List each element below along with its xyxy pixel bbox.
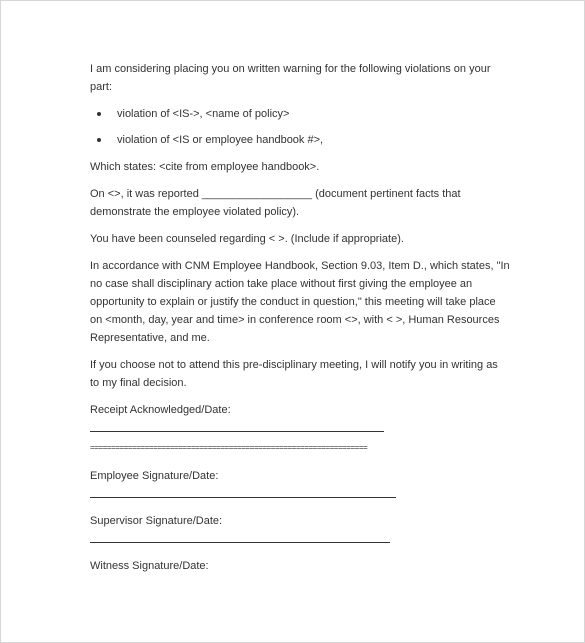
receipt-signature-line — [90, 419, 384, 432]
list-item — [90, 131, 510, 149]
letter-body — [90, 60, 510, 575]
supervisor-signature-line — [90, 530, 390, 543]
accordance-paragraph: In accordance with CNM Employee Handbook, Section 9.03, Item D., which states, "In no case shall disciplinary action take place without first giving the employee an opportunity to explain or justify the conduct in question," this meeting will take place on <month, day, year and time> in conference room <>, with < >, Human Resources Representative, and me. — [90, 260, 510, 344]
bullet-icon — [97, 138, 101, 142]
violation-text: violation of <IS or employee handbook #>, — [117, 134, 324, 146]
employee-signature-line — [90, 485, 396, 498]
witness-signature-label: Witness Signature/Date: — [90, 560, 209, 572]
not-attend-paragraph: If you choose not to attend this pre-disciplinary meeting, I will notify you in writing as to my final decision. — [90, 359, 498, 389]
bullet-icon — [97, 112, 101, 116]
supervisor-signature-label: Supervisor Signature/Date: — [90, 515, 223, 527]
employee-signature-label: Employee Signature/Date: — [90, 470, 219, 482]
reported-paragraph: On <>, it was reported __________________ (document pertinent facts that demonstrate the employee violated policy). — [90, 188, 461, 218]
which-states-paragraph: Which states: <cite from employee handbook>. — [90, 161, 320, 173]
receipt-label: Receipt Acknowledged/Date: — [90, 404, 231, 416]
intro-paragraph: I am considering placing you on written warning for the following violations on your part: — [90, 63, 491, 93]
separator-line: ================================================================== — [90, 444, 368, 453]
violation-text: violation of <IS->, <name of policy> — [117, 108, 290, 120]
violations-list — [90, 105, 510, 149]
counseled-paragraph: You have been counseled regarding < >. (Include if appropriate). — [90, 233, 404, 245]
list-item — [90, 105, 510, 123]
